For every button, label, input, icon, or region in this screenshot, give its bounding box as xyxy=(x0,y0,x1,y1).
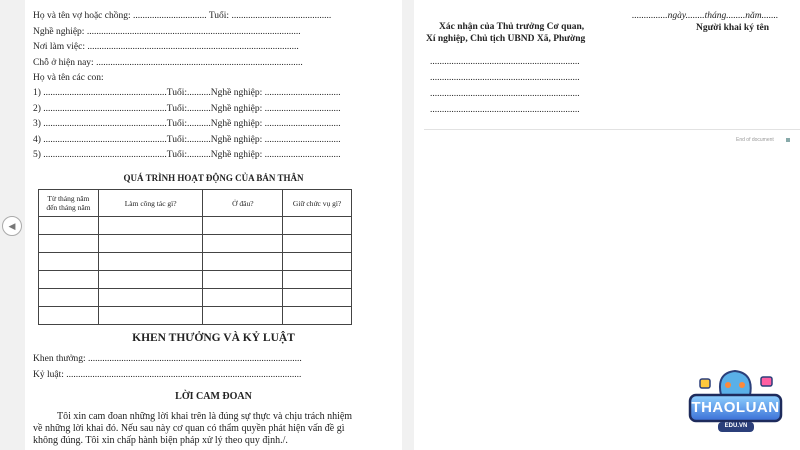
pledge-title: LỜI CAM ĐOAN xyxy=(175,391,252,402)
activity-title: QUÁ TRÌNH HOẠT ĐỘNG CỦA BẢN THÂN xyxy=(123,173,304,183)
signer-label: Người khai ký tên xyxy=(696,23,769,33)
table-cell xyxy=(98,253,203,271)
thaoluan-logo xyxy=(688,365,783,440)
confirmation-dot-line: ............................................................... xyxy=(430,57,580,67)
confirmation-dot-line: ............................................................... xyxy=(430,105,580,115)
table-cell xyxy=(283,235,352,253)
table-row xyxy=(39,253,352,271)
col-period-line1: Từ tháng năm xyxy=(47,194,90,203)
occupation-line: Nghề nghiệp: .......................................................................................... xyxy=(33,27,301,37)
reward-line: Khen thưởng: .......................................................................................... xyxy=(33,354,302,364)
rewards-title: KHEN THƯỞNG VÀ KỶ LUẬT xyxy=(132,332,295,344)
table-cell xyxy=(203,289,283,307)
table-cell xyxy=(39,253,99,271)
table-cell xyxy=(98,289,203,307)
table-cell xyxy=(98,307,203,325)
col-position-header: Giữ chức vụ gì? xyxy=(283,190,352,217)
confirmation-title-line2: Xí nghiệp, Chủ tịch UBND Xã, Phường xyxy=(426,34,586,44)
table-cell xyxy=(283,307,352,325)
child-line: 1) ....................................................Tuổi:..........Nghề nghiệp: ................................ xyxy=(33,88,341,98)
table-cell xyxy=(203,217,283,235)
table-cell xyxy=(203,307,283,325)
table-row xyxy=(39,235,352,253)
end-of-document-note: End of document xyxy=(736,137,774,143)
table-cell xyxy=(39,271,99,289)
table-cell xyxy=(203,271,283,289)
col-place-header: Ở đâu? xyxy=(203,190,283,217)
logo-subtext: EDU.VN xyxy=(724,423,748,429)
document-page-left xyxy=(25,0,402,450)
table-cell xyxy=(39,307,99,325)
confirmation-dot-line: ............................................................... xyxy=(430,89,580,99)
table-cell xyxy=(98,235,203,253)
chevron-left-icon: ◀ xyxy=(8,220,16,231)
workplace-line: Nơi làm việc: ......................................................................................... xyxy=(33,42,299,52)
table-cell xyxy=(98,217,203,235)
table-header-row xyxy=(39,190,352,217)
child-line: 4) ....................................................Tuổi:..........Nghề nghiệp: ................................ xyxy=(33,135,341,145)
child-line: 5) ....................................................Tuổi:..........Nghề nghiệp: ................................ xyxy=(33,150,341,160)
pledge-line: về những lời khai đó. Nếu sau này cơ quan có thẩm quyền phát hiện vấn đề gì xyxy=(33,423,345,434)
child-line: 3) ....................................................Tuổi:..........Nghề nghiệp: ................................ xyxy=(33,119,341,129)
table-cell xyxy=(39,235,99,253)
table-cell xyxy=(203,235,283,253)
table-cell xyxy=(39,289,99,307)
confirmation-title-line1: Xác nhận của Thủ trưởng Cơ quan, xyxy=(439,22,585,32)
table-row xyxy=(39,307,352,325)
table-cell xyxy=(283,253,352,271)
page-divider xyxy=(424,129,800,130)
table-row xyxy=(39,289,352,307)
end-marker xyxy=(786,138,790,142)
pledge-line: không đúng. Tôi xin chấp hành biện pháp xử lý theo quy định./. xyxy=(33,435,288,446)
table-cell xyxy=(98,271,203,289)
table-cell xyxy=(283,217,352,235)
pledge-line: Tôi xin cam đoan những lời khai trên là đúng sự thực và chịu trách nhiệm xyxy=(57,411,353,422)
table-cell xyxy=(283,271,352,289)
table-row xyxy=(39,217,352,235)
discipline-line: Kỷ luật: ................................................................................................... xyxy=(33,370,302,380)
previous-page-button[interactable] xyxy=(2,216,22,236)
table-cell xyxy=(203,253,283,271)
table-cell xyxy=(39,217,99,235)
col-period-header xyxy=(39,190,99,217)
col-work-header: Làm công tác gì? xyxy=(98,190,203,217)
table-cell xyxy=(283,289,352,307)
child-line: 2) ....................................................Tuổi:..........Nghề nghiệp: ................................ xyxy=(33,104,341,114)
date-line: ...............ngày........tháng........năm....... xyxy=(632,11,779,21)
logo-text: THAOLUAN xyxy=(691,399,780,416)
table-row xyxy=(39,271,352,289)
spouse-line: Họ và tên vợ hoặc chồng: ............................... Tuổi: .......................................... xyxy=(33,11,332,21)
activity-table xyxy=(38,189,352,325)
confirmation-dot-line: ............................................................... xyxy=(430,73,580,83)
residence-line: Chỗ ở hiện nay: ....................................................................................... xyxy=(33,58,303,68)
children-heading: Họ và tên các con: xyxy=(33,73,104,83)
col-period-line2: đến tháng năm xyxy=(46,203,91,212)
